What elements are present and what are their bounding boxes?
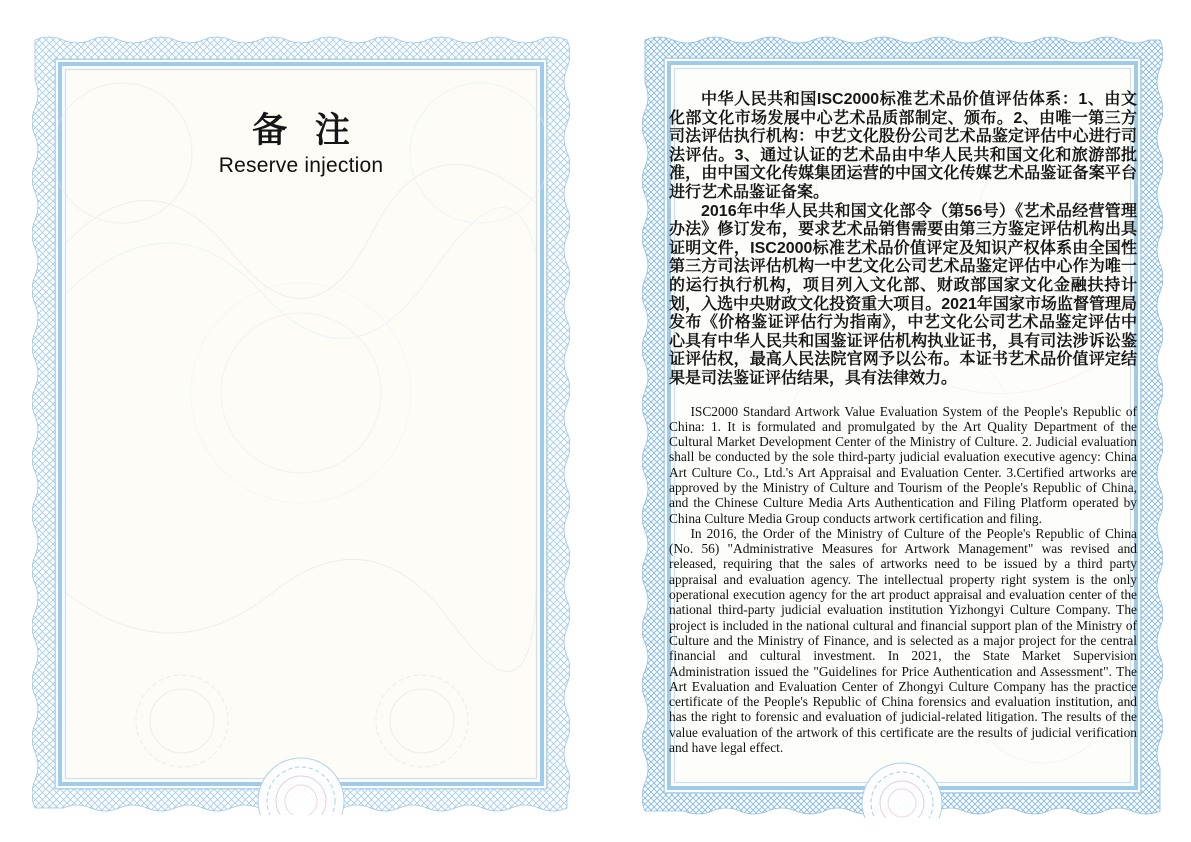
bottom-rosette-left bbox=[258, 758, 344, 815]
english-text-block bbox=[669, 404, 1137, 756]
chinese-paragraph-1: 中华人民共和国ISC2000标准艺术品价值评估体系：1、由文化部文化市场发展中心艺术品质部制定、颁布。2、由唯一第三方司法评估执行机构：中艺文化股份公司艺术品鉴定评估中心进行司法评估。3、通过认证的艺术品由中华人民共和国文化和旅游部批准，由中国文化传媒集团运营的中国文化传媒艺术品鉴证备案平台进行艺术品鉴证备案。 bbox=[669, 91, 1137, 201]
left-page bbox=[32, 33, 570, 815]
english-paragraph-1: ISC2000 Standard Artwork Value Evaluation System of the People's Republic of China: 1. It is formulated and promulgated by the Art Quality Department of the Cultural Market Development Center of the Ministry of Culture. 2. Judicial evaluation shall be conducted by the sole third-party judicial evaluation executive agency: China Art Culture Co., Ltd.'s Art Appraisal and Evaluation Center. 3.Certified artworks are approved by the Ministry of Culture and Tourism of the People's Republic of China, and the Chinese Culture Media Arts Authentication and Filing Platform operated by China Culture Media Group conducts artwork certification and filing. bbox=[669, 403, 1137, 526]
english-paragraph-2: In 2016, the Order of the Ministry of Culture of the People's Republic of China (No. 56) "Administrative Measures for Artwork Management" was revised and released, requiring that the sales of artworks need to be issued by a third party appraisal and evaluation agency. The intellectual property right system is the only operational execution agency for the art product appraisal and evaluation center of the national third-party judicial evaluation institution Yizhongyi Culture Company. The project is included in the national cultural and financial support plan of the Ministry of Culture and the Ministry of Finance, and is selected as a major project for the central financial and cultural investment. In 2021, the State Market Supervision Administration issued the "Guidelines for Price Authentication and Assessment". The Art Evaluation and Evaluation Center of Zhongyi Culture Company has the practice certificate of the People's Republic of China forensics and evaluation institution, and has the right to forensic and evaluation of judicial-related litigation. The results of the value evaluation of the artwork of this certificate are the results of judicial verification and have legal effect. bbox=[669, 525, 1137, 756]
chinese-paragraph-2: 2016年中华人民共和国文化部令（第56号）《艺术品经营管理办法》修订发布，要求艺术品销售需要由第三方鉴定评估机构出具证明文件，ISC2000标准艺术品价值评定及知识产权体系由全国性第三方司法评估机构一中艺文化公司艺术品鉴定评估中心作为唯一的运行执行机构，项目列入文化部、财政部国家文化金融扶持计划，入选中央财政文化投资重大项目。2021年国家市场监督管理局发布《价格鉴证评估行为指南》，中艺文化公司艺术品鉴定评估中心具有中华人民共和国鉴证评估机构执业证书，具有司法涉诉讼鉴证评估权，最高人民法院官网予以公布。本证书艺术品价值评定结果是司法鉴证评估结果，具有法律效力。 bbox=[669, 202, 1137, 387]
page-subtitle: Reserve injection bbox=[218, 154, 384, 177]
page-title: 备 注 bbox=[252, 111, 359, 150]
notes-section bbox=[72, 103, 530, 178]
bottom-rosette-right bbox=[862, 763, 942, 818]
right-page bbox=[642, 33, 1163, 818]
chinese-text-block bbox=[669, 91, 1137, 389]
description-section bbox=[669, 91, 1137, 755]
